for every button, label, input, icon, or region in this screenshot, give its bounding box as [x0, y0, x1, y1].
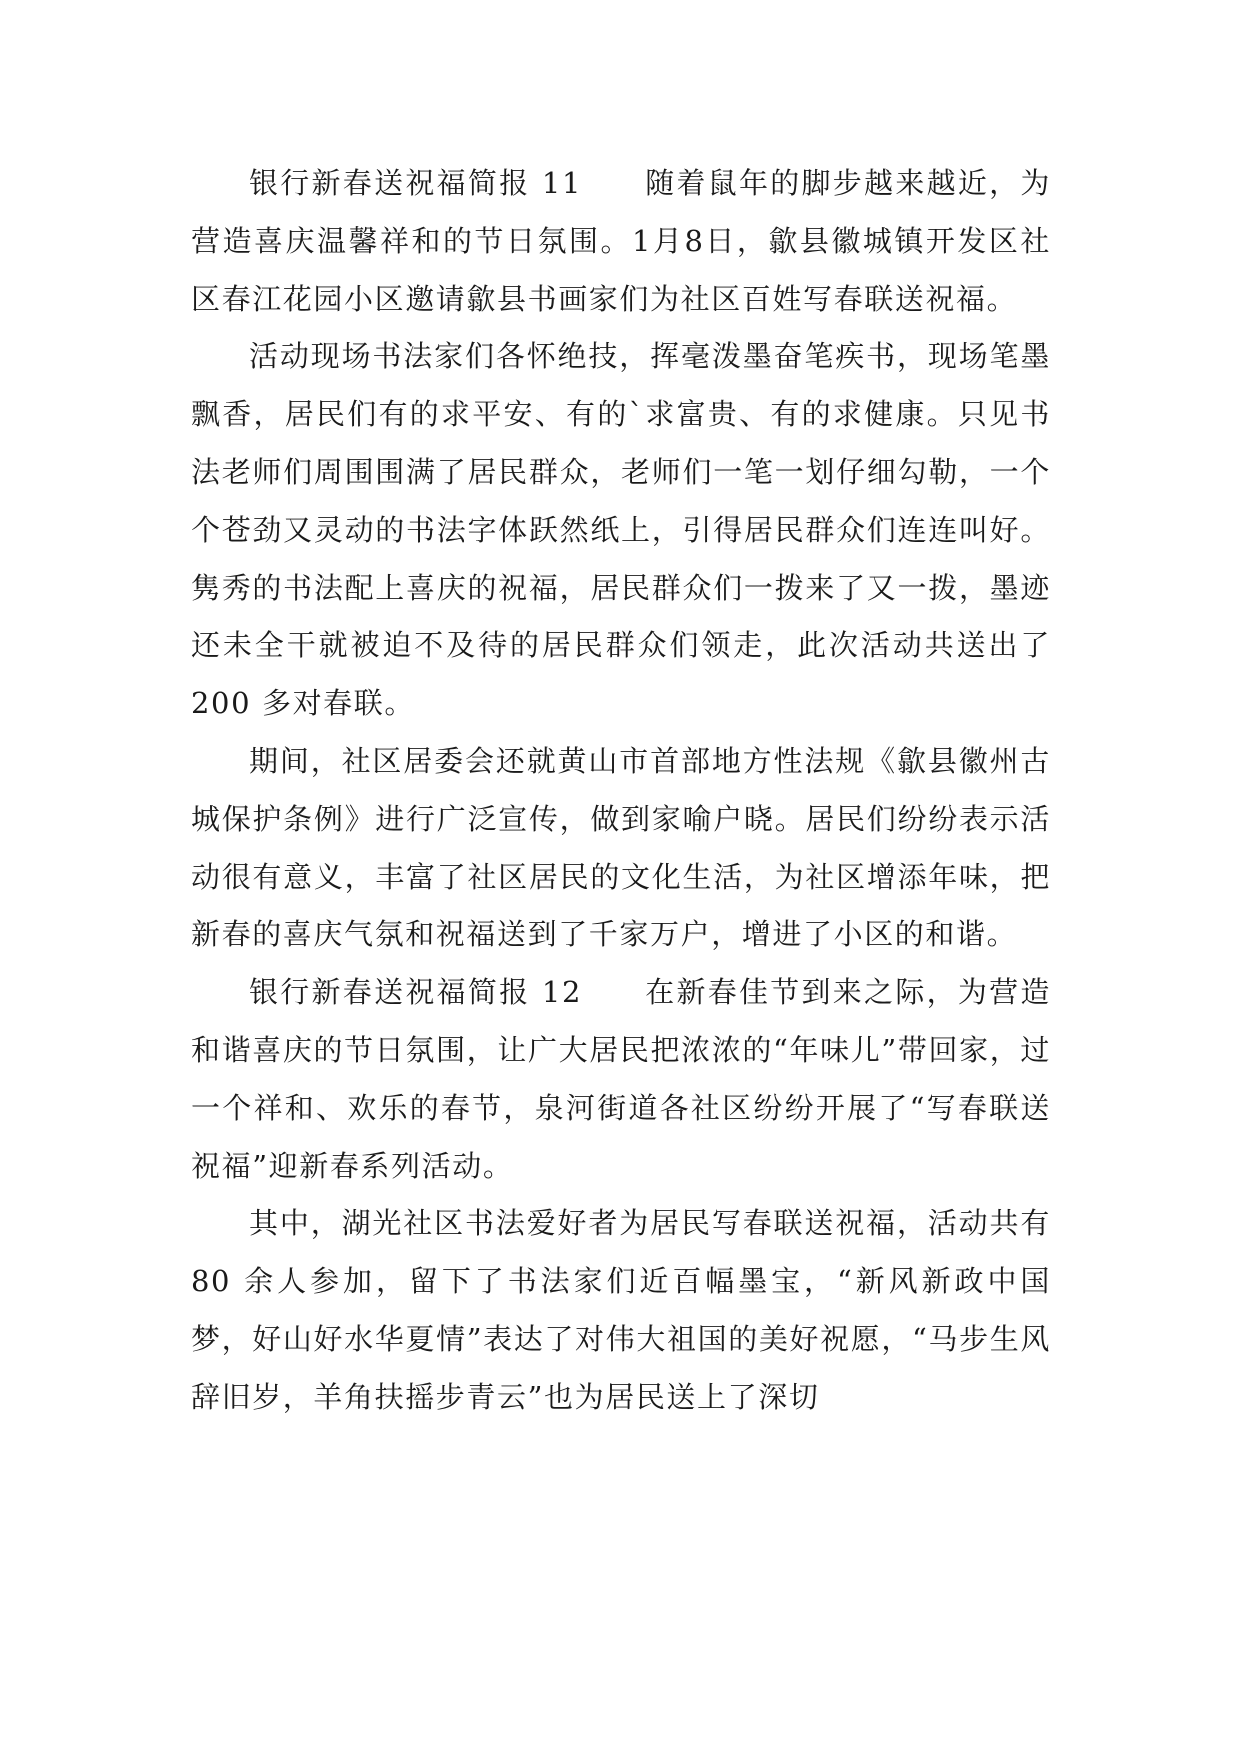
- paragraph: 其中，湖光社区书法爱好者为居民写春联送祝福，活动共有 80 余人参加，留下了书法家们近百幅墨宝，“新风新政中国梦，好山好水华夏情”表达了对伟大祖国的美好祝愿，“马步生风辞旧岁，羊角扶摇步青云”也为居民送上了深切: [191, 1206, 1051, 1414]
- paragraph: 银行新春送祝福简报 11 随着鼠年的脚步越来越近，为营造喜庆温馨祥和的节日氛围。1月8日，歙县徽城镇开发区社区春江花园小区邀请歙县书画家们为社区百姓写春联送祝福。: [191, 166, 1051, 316]
- paragraph: 活动现场书法家们各怀绝技，挥毫泼墨奋笔疾书，现场笔墨飘香，居民们有的求平安、有的`求富贵、有的求健康。只见书法老师们周围围满了居民群众，老师们一笔一划仔细勾勒，一个个苍劲又灵动的书法字体跃然纸上，引得居民群众们连连叫好。隽秀的书法配上喜庆的祝福，居民群众们一拨来了又一拨，墨迹还未全干就被迫不及待的居民群众们领走，此次活动共送出了 200 多对春联。: [191, 339, 1051, 721]
- paragraph: 银行新春送祝福简报 12 在新春佳节到来之际，为营造和谐喜庆的节日氛围，让广大居民把浓浓的“年味儿”带回家，过一个祥和、欢乐的春节，泉河街道各社区纷纷开展了“写春联送祝福”迎新春系列活动。: [191, 975, 1051, 1183]
- paragraph: 期间，社区居委会还就黄山市首部地方性法规《歙县徽州古城保护条例》进行广泛宣传，做到家喻户晓。居民们纷纷表示活动很有意义，丰富了社区居民的文化生活，为社区增添年味，把新春的喜庆气氛和祝福送到了千家万户，增进了小区的和谐。: [191, 743, 1051, 952]
- document-body: [191, 155, 1051, 1427]
